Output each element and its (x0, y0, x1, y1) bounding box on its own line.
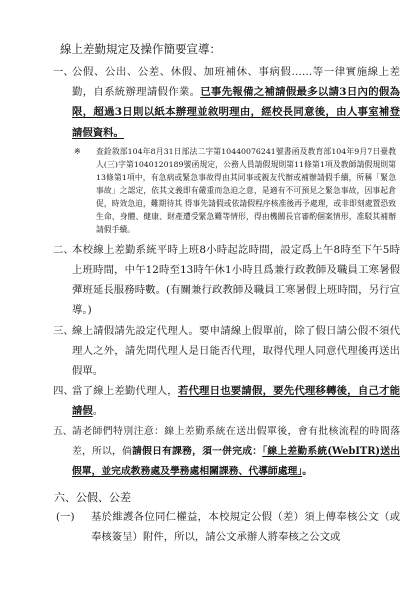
section-6-heading: 六、公假、公差 (54, 491, 131, 505)
item-5-text-d: 。 (302, 466, 313, 478)
item-5-emphasis: 請假日有課務，須一併完成： (132, 445, 263, 457)
reference-mark: ※ (74, 146, 81, 156)
item-1-text-a: 公假、公出、公差、休假、加班補休、事病假……等一律實施線上差勤，自系統辦理請假作業。 (72, 66, 400, 99)
item-4-text (72, 381, 400, 421)
list-item-4 (53, 381, 401, 421)
list-item-1 (53, 62, 400, 143)
section-6-subitem-1 (56, 507, 400, 547)
item-5-text (72, 422, 400, 483)
item-number: 一、 (53, 66, 74, 78)
item-number: 五、 (53, 425, 73, 437)
section-6-subitem-text: 基於維護各位同仁權益，本校規定公假（差）須上傳奉核公文（或奉核簽呈）附件，所以，請公文承辦人將奉核之公文或 (91, 511, 400, 544)
item-1-emphasis: 已事先報備之補請假最多以請3日內的假為限，超過3日則以紙本辦理並敘明理由，經校長同意後，由人事室補登請假資料。 (72, 86, 400, 139)
list-item-3 (53, 321, 400, 382)
legal-note-text: 查銓敘部104年8月31日部法二字第10440076241號書函及教育部104年9月7日臺教人(三)字第1040120189號函規定，公務人員請假規則第11條第1項及教師請假規則第13條第1項中，有急病或緊急事故得由其同事或親友代辦或補辦請假手續，所稱「緊急事故」之認定，依其文義即有嚴重而急迫之意，是適有不可預見之緊急事故，因事起倉促，時效急迫，難期待其 得事先請假或依請假程序核准後再予處理，或非即刻處置恐致生命、身體、健康、財產遭受緊急難等情形，得由機關長官審酌個案情形，准駁其補辦請假手續。 (96, 146, 396, 234)
legal-note (56, 143, 400, 240)
item-5-text-a: 請老師們特別注意：線上差勤系統在送出假單後，會有批核流程的時間落差，所以，倘 (72, 425, 400, 457)
item-2-text: 本校線上差勤系統平時上班8小時起訖時間，設定爲上午8時至下午5時上班時間，中午12時至13時午休1小時且爲兼行政教師及職員工寒暑假彈班延長服務時數。(有關兼行政教師及職員工寒暑假上班時間，另行宣導。) (72, 243, 400, 317)
item-5-emphasis-underlined: 「線上差勤系統(WebITR)送出假單，並完成教務處及學務處相關課務、代導師處理」 (72, 445, 401, 478)
item-number: 三、 (53, 324, 74, 337)
subitem-number: (一) (56, 511, 75, 524)
list-item-2 (53, 240, 400, 321)
item-1-text (72, 62, 400, 143)
list-item-5 (53, 422, 401, 483)
item-4-emphasis: 若代理日也要請假，要先代理移轉後，自己才能請假 (72, 385, 401, 418)
document-title: 線上差勤規定及操作簡要宣導： (60, 42, 221, 56)
item-4-text-c: 。 (92, 405, 104, 418)
item-number: 四、 (53, 385, 74, 398)
item-number: 二、 (53, 243, 74, 256)
item-4-text-a: 當了線上差勤代理人， (72, 385, 178, 398)
item-3-text: 線上請假請先設定代理人。要申請線上假單前，除了假日請公假不須代理人之外，請先問代理人是日能否代理，取得代理人同意代理後再送出假單。 (72, 324, 400, 378)
